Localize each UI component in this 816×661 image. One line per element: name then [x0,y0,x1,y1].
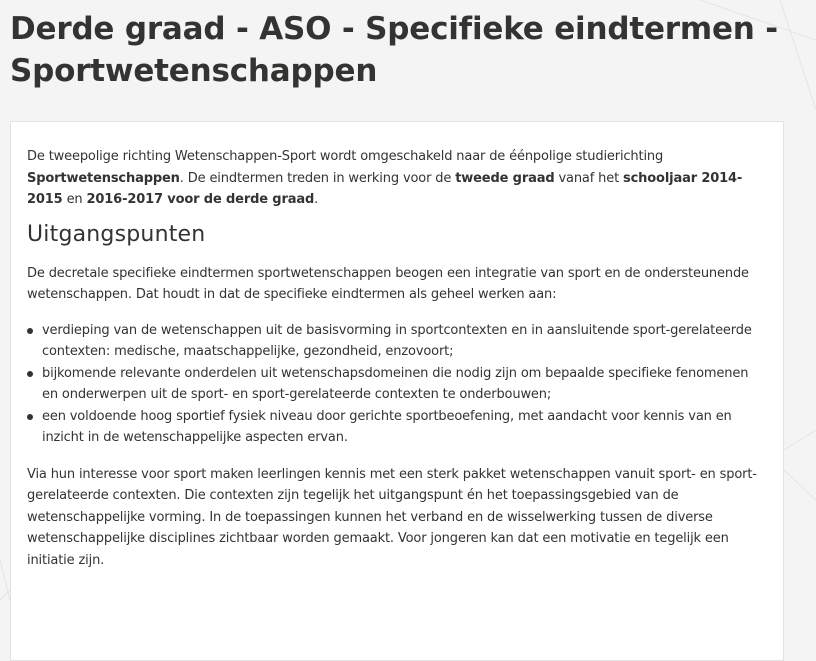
bullet-icon [27,414,33,420]
intro-text-3: vanaf het [554,170,624,186]
section-heading: Uitgangspunten [27,221,206,247]
list-item [27,363,767,406]
list-item-text: bijkomende relevante onderdelen uit wetenschapsdomeinen die nodig zijn om bepaalde specifieke fenomenen en onderwerpen uit de sport- en sport-gerelateerde contexten te onderbouwen; [42,365,749,402]
intro-bold-graad: tweede graad [455,170,555,186]
content-card [10,121,784,661]
list-item-text: een voldoende hoog sportief fysiek niveau door gerichte sportbeoefening, met aandacht voor kennis van en inzicht in de wetenschappelijke aspecten ervan. [42,408,732,445]
intro-text-5: . [314,192,319,207]
intro-paragraph [27,146,767,211]
intro-bold-schooljaar: schooljaar 2014-2015 [27,170,743,207]
closing-paragraph: Via hun interesse voor sport maken leerlingen kennis met een sterk pakket wetenschappen vanuit sport- en sport-gerelateerde contexten. Die contexten zijn tegelijk het uitgangspunt én het toepassingsgebied van de wetenschappelijke vorming. In de toepassingen kunnen het verband en de wisselwerking tussen de diverse wetenschappelijke disciplines zichtbaar worden gemaakt. Voor jongeren kan dat een motivatie en tegelijk een initiatie zijn. [27,466,757,568]
intro-bold-studierichting: Sportwetenschappen [27,170,180,186]
bullet-icon [27,371,33,377]
intro-text-2: . De eindtermen treden in werking voor de [179,170,456,186]
section-lead-paragraph: De decretale specifieke eindtermen sportwetenschappen beogen een integratie van sport en de ondersteunende wetenschappen. Dat houdt in dat de specifieke eindtermen als geheel werken aan: [27,265,749,302]
intro-text-4: en [62,192,87,207]
list-item [27,320,767,363]
bullet-icon [27,328,33,334]
page-title: Derde graad - ASO - Specifieke eindtermen - Sportwetenschappen [10,11,778,89]
bullet-list [27,320,767,449]
list-item-text: verdieping van de wetenschappen uit de basisvorming in sportcontexten en in aansluitende sport-gerelateerde contexten: medische, maatschappelijke, gezondheid, enzovoort; [42,322,752,359]
intro-text-1: De tweepolige richting Wetenschappen-Sport wordt omgeschakeld naar de éénpolige studierichting [27,149,664,164]
list-item [27,406,767,449]
intro-bold-derde-graad: 2016-2017 voor de derde graad [86,192,315,207]
